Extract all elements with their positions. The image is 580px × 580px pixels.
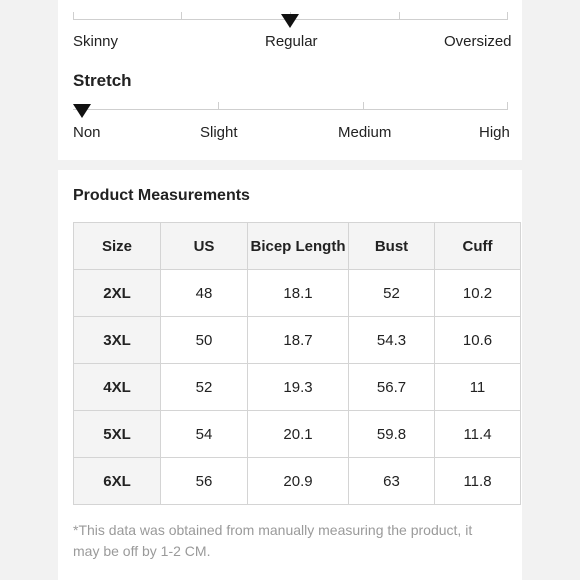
measurements-title: Product Measurements <box>73 187 250 204</box>
cuff-cell: 10.2 <box>435 270 521 317</box>
column-header-cuff: Cuff <box>435 223 521 270</box>
fit-scale-tick <box>507 12 508 20</box>
fit-label-oversized: Oversized <box>444 33 512 50</box>
table-header-row <box>74 223 521 270</box>
bust-cell: 54.3 <box>349 317 435 364</box>
bicep-length-cell: 18.1 <box>248 270 349 317</box>
measurement-disclaimer: *This data was obtained from manually measuring the product, it may be off by 1-2 CM. <box>73 522 473 559</box>
us-cell: 52 <box>161 364 248 411</box>
cuff-cell: 11.8 <box>435 458 521 505</box>
stretch-scale <box>73 96 508 110</box>
us-cell: 56 <box>161 458 248 505</box>
size-cell: 5XL <box>74 411 161 458</box>
bust-cell: 56.7 <box>349 364 435 411</box>
stretch-label-high: High <box>479 124 510 141</box>
cuff-cell: 11.4 <box>435 411 521 458</box>
stretch-label-non: Non <box>73 124 101 141</box>
stretch-label-medium: Medium <box>338 124 392 141</box>
size-cell: 4XL <box>74 364 161 411</box>
fit-scale-tick <box>399 12 400 20</box>
bust-cell: 52 <box>349 270 435 317</box>
fit-scale <box>73 6 508 20</box>
bicep-length-cell: 18.7 <box>248 317 349 364</box>
bicep-length-cell: 20.1 <box>248 411 349 458</box>
cuff-cell: 11 <box>435 364 521 411</box>
stretch-scale-line <box>73 109 508 110</box>
column-header-bicep-length: Bicep Length <box>248 223 349 270</box>
table-row <box>74 270 521 317</box>
table-row <box>74 411 521 458</box>
fit-label-skinny: Skinny <box>73 33 119 50</box>
stretch-title: Stretch <box>73 71 132 90</box>
fit-scale-tick <box>181 12 182 20</box>
column-header-bust: Bust <box>349 223 435 270</box>
bicep-length-cell: 19.3 <box>248 364 349 411</box>
bust-cell: 59.8 <box>349 411 435 458</box>
stretch-scale-tick <box>507 102 508 110</box>
us-cell: 50 <box>161 317 248 364</box>
fit-scale-tick <box>73 12 74 20</box>
stretch-label-slight: Slight <box>200 124 238 141</box>
cuff-cell: 10.6 <box>435 317 521 364</box>
us-cell: 54 <box>161 411 248 458</box>
stretch-scale-tick <box>218 102 219 110</box>
stretch-scale-tick <box>363 102 364 110</box>
fit-label-regular: Regular <box>265 33 318 50</box>
table-row <box>74 458 521 505</box>
stretch-indicator-icon <box>73 104 91 118</box>
size-cell: 2XL <box>74 270 161 317</box>
fit-indicator-icon <box>281 14 299 28</box>
bicep-length-cell: 20.9 <box>248 458 349 505</box>
size-cell: 3XL <box>74 317 161 364</box>
column-header-size: Size <box>74 223 161 270</box>
table-row <box>74 317 521 364</box>
us-cell: 48 <box>161 270 248 317</box>
bust-cell: 63 <box>349 458 435 505</box>
column-header-us: US <box>161 223 248 270</box>
table-row <box>74 364 521 411</box>
measurements-table <box>73 222 521 505</box>
size-cell: 6XL <box>74 458 161 505</box>
